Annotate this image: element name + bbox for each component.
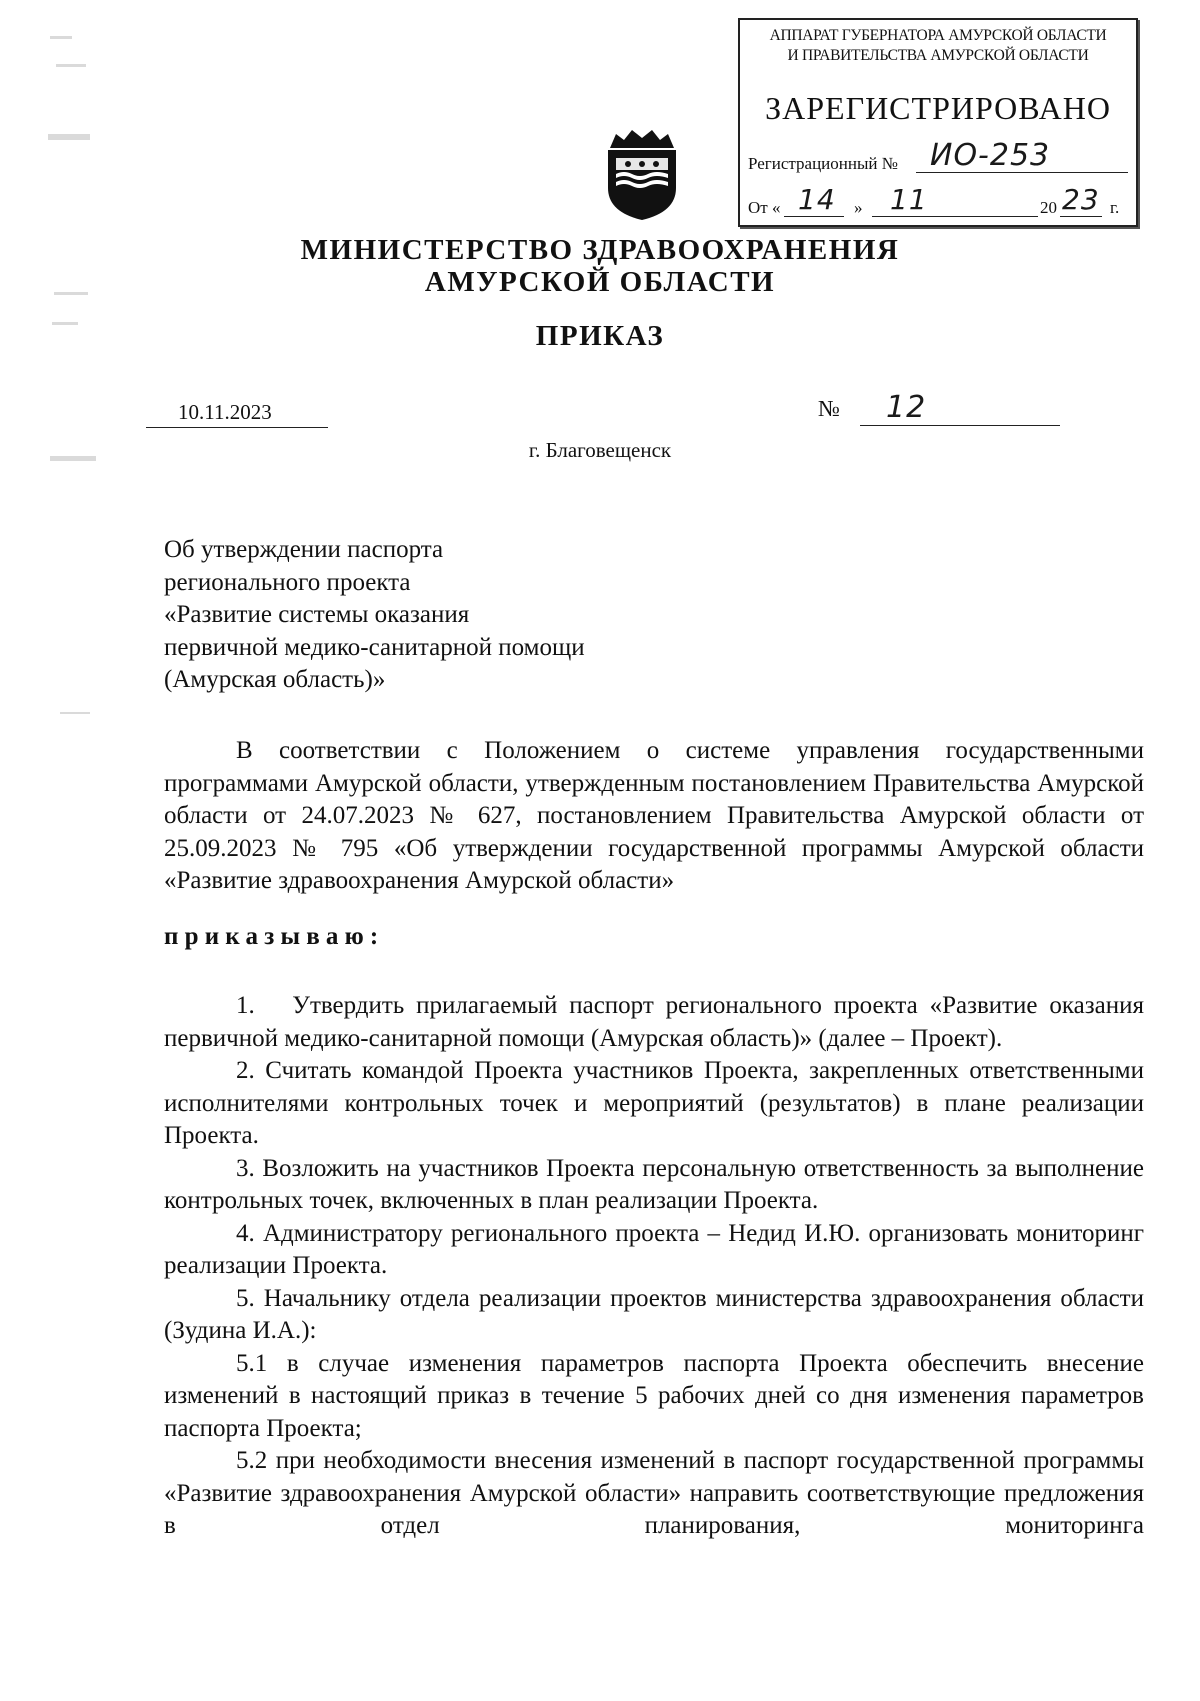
item-5: 5. Начальнику отдела реализации проектов министерства здравоохранения области (Зудина И.А.): <box>164 1284 1144 1344</box>
stamp-day: 14 <box>798 183 836 216</box>
order-items <box>164 990 1144 1543</box>
ministry-name-line-1: МИНИСТЕРСТВО ЗДРАВООХРАНЕНИЯ <box>300 234 900 266</box>
subject-line: (Амурская область)» <box>164 666 386 693</box>
stamp-reg-number: ИО-253 <box>930 138 1051 173</box>
item-5-1: 5.1 в случае изменения параметров паспорта Проекта обеспечить внесение изменений в настоящий приказ в течение 5 рабочих дней со дня изменения параметров паспорта Проекта; <box>164 1349 1144 1442</box>
scan-speck <box>60 712 90 714</box>
decree-word: приказываю: <box>164 923 385 950</box>
scan-speck <box>48 134 90 140</box>
stamp-org-line-1: АППАРАТ ГУБЕРНАТОРА АМУРСКОЙ ОБЛАСТИ <box>769 27 1107 44</box>
stamp-org-line-2: И ПРАВИТЕЛЬСТВА АМУРСКОЙ ОБЛАСТИ <box>787 47 1089 64</box>
registration-stamp <box>738 18 1138 227</box>
order-subject <box>164 534 585 697</box>
item-1: 1. Утвердить прилагаемый паспорт регионального проекта «Развитие оказания первичной медико-санитарной помощи (Амурская область)» (далее – Проект). <box>164 992 1144 1052</box>
item-3: 3. Возложить на участников Проекта персональную ответственность за выполнение контрольных точек, включенных в план реализации Проекта. <box>164 1154 1144 1214</box>
stamp-quote-close: » <box>854 198 863 217</box>
preamble <box>164 735 1144 898</box>
subject-line: регионального проекта <box>164 568 411 596</box>
scan-speck <box>50 36 72 39</box>
city: г. Благовещенск <box>528 438 672 462</box>
subject-line: первичной медико-санитарной помощи <box>164 633 585 661</box>
stamp-year-prefix: 20 <box>1040 198 1057 217</box>
item-2: 2. Считать командой Проекта участников Проекта, закрепленных ответственными исполнителями контрольных точек и мероприятий (результатов) в плане реализации Проекта. <box>164 1057 1144 1149</box>
stamp-title: ЗАРЕГИСТРИРОВАНО <box>765 90 1111 126</box>
order-number: 12 <box>886 390 927 425</box>
document-type: ПРИКАЗ <box>535 320 665 352</box>
amur-region-coat-of-arms-icon <box>602 126 682 222</box>
scan-speck <box>56 64 86 67</box>
order-date: 10.11.2023 <box>178 400 272 424</box>
number-label: № <box>818 396 840 421</box>
preamble-text: В соответствии с Положением о системе управления государственными программами Амурской области, утвержденным постановлением Правительства Амурской области от 24.07.2023 № 627, постановлением Правительства Амурской области от 25.09.2023 № 795 «Об утверждении государственной программы Амурской области «Развитие здравоохранения Амурской области» <box>164 737 1144 894</box>
stamp-reg-label: Регистрационный № <box>748 154 898 173</box>
subject-line: «Развитие системы оказания <box>164 601 470 628</box>
stamp-year-underline <box>1060 216 1102 217</box>
ministry-name-line-2: АМУРСКОЙ ОБЛАСТИ <box>424 266 776 298</box>
stamp-month: 11 <box>890 183 928 216</box>
number-underline <box>860 425 1060 426</box>
item-4: 4. Администратору регионального проекта – Недид И.Ю. организовать мониторинг реализации Проекта. <box>164 1219 1144 1279</box>
stamp-month-underline <box>872 216 1038 217</box>
stamp-day-underline <box>784 216 844 217</box>
date-underline <box>146 427 328 428</box>
item-5-2: 5.2 при необходимости внесения изменений в паспорт государственной программы «Развитие здравоохранения Амурской области» направить соответствующие предложения в отдел планирования, мониторинга <box>164 1447 1144 1539</box>
subject-line: Об утверждении паспорта <box>164 536 444 563</box>
stamp-year-suffix: 23 <box>1062 183 1100 216</box>
stamp-year-unit: г. <box>1110 198 1120 217</box>
stamp-from-label: От « <box>748 198 781 217</box>
